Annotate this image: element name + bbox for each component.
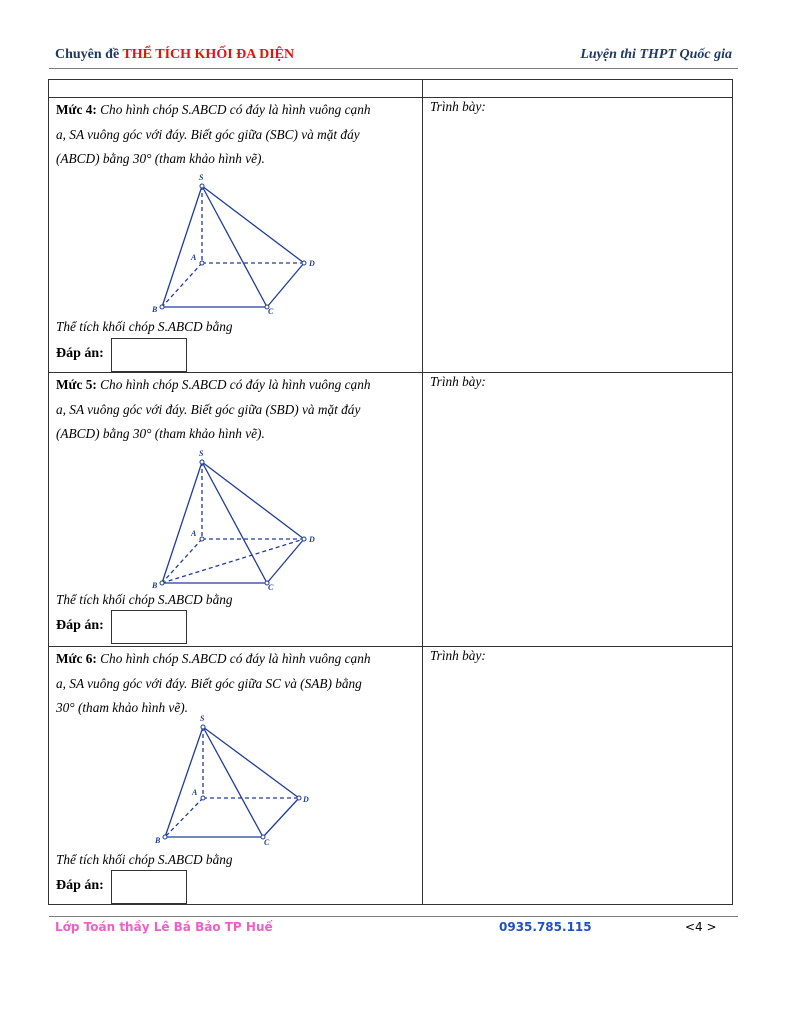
header-prefix: Chuyên đề	[55, 47, 120, 62]
vertex-label-a: A	[192, 788, 198, 797]
header-divider	[49, 68, 738, 69]
answer-box[interactable]	[111, 338, 187, 372]
header-topic: THỂ TÍCH KHỐI ĐA DIỆN	[122, 47, 295, 62]
vertex-label-c: C	[264, 838, 270, 847]
vertex-label-s: S	[199, 173, 204, 182]
question-line-2: a, SA vuông góc với đáy. Biết góc giữa (SBC) và mặt đáy	[56, 126, 360, 142]
answer-label: Đáp án:	[56, 346, 104, 361]
column-divider	[422, 80, 423, 904]
question-line-2: a, SA vuông góc với đáy. Biết góc giữa (SBD) và mặt đáy	[56, 401, 361, 417]
vertex-label-s: S	[199, 449, 204, 458]
vertex-label-d: D	[309, 535, 315, 544]
level-label: Mức 4:	[56, 102, 97, 117]
question-line-3: (ABCD) bằng 30° (tham khảo hình vẽ).	[56, 151, 265, 166]
question-ask: Thể tích khối chóp S.ABCD bằng	[56, 592, 233, 607]
answer-box[interactable]	[111, 610, 187, 644]
vertex-label-b: B	[155, 836, 161, 845]
vertex-label-a: A	[191, 253, 197, 262]
question-ask: Thể tích khối chóp S.ABCD bằng	[56, 319, 233, 334]
question-text	[56, 98, 416, 172]
vertex-label-c: C	[268, 583, 274, 592]
footer-phone: 0935.785.115	[499, 920, 592, 934]
presentation-label: Trình bày:	[430, 374, 486, 389]
level-label: Mức 6:	[56, 651, 97, 666]
question-line-3: (ABCD) bằng 30° (tham khảo hình vẽ).	[56, 426, 265, 441]
answer-label: Đáp án:	[56, 878, 104, 893]
footer-left: Lớp Toán thầy Lê Bá Bảo TP Huế	[55, 920, 273, 934]
answer-label: Đáp án:	[56, 618, 104, 633]
question-line-1: Cho hình chóp S.ABCD có đáy là hình vuông cạnh	[100, 102, 371, 117]
vertex-label-d: D	[309, 259, 315, 268]
question-line-1: Cho hình chóp S.ABCD có đáy là hình vuông cạnh	[100, 651, 371, 666]
vertex-label-s: S	[200, 714, 205, 723]
vertex-label-b: B	[152, 581, 158, 590]
vertex-label-a: A	[191, 529, 197, 538]
exercise-table	[48, 79, 733, 905]
vertex-label-d: D	[303, 795, 309, 804]
vertex-label-c: C	[268, 307, 274, 316]
question-ask: Thể tích khối chóp S.ABCD bằng	[56, 852, 233, 867]
page-number: <4 >	[685, 920, 717, 934]
presentation-label: Trình bày:	[430, 99, 486, 114]
pyramid-figure	[149, 447, 329, 592]
pyramid-figure	[153, 712, 333, 852]
question-line-3: 30° (tham khảo hình vẽ).	[56, 700, 188, 715]
footer-divider	[49, 916, 738, 917]
level-label: Mức 5:	[56, 377, 97, 392]
vertex-label-b: B	[152, 305, 158, 314]
question-line-2: a, SA vuông góc với đáy. Biết góc giữa SC và (SAB) bằng	[56, 675, 362, 691]
header-right: Luyện thi THPT Quốc gia	[580, 47, 732, 62]
presentation-label: Trình bày:	[430, 648, 486, 663]
question-line-1: Cho hình chóp S.ABCD có đáy là hình vuông cạnh	[100, 377, 371, 392]
question-text	[56, 373, 416, 447]
answer-box[interactable]	[111, 870, 187, 904]
question-text	[56, 647, 416, 721]
header-title	[55, 47, 294, 63]
pyramid-figure	[149, 171, 329, 316]
